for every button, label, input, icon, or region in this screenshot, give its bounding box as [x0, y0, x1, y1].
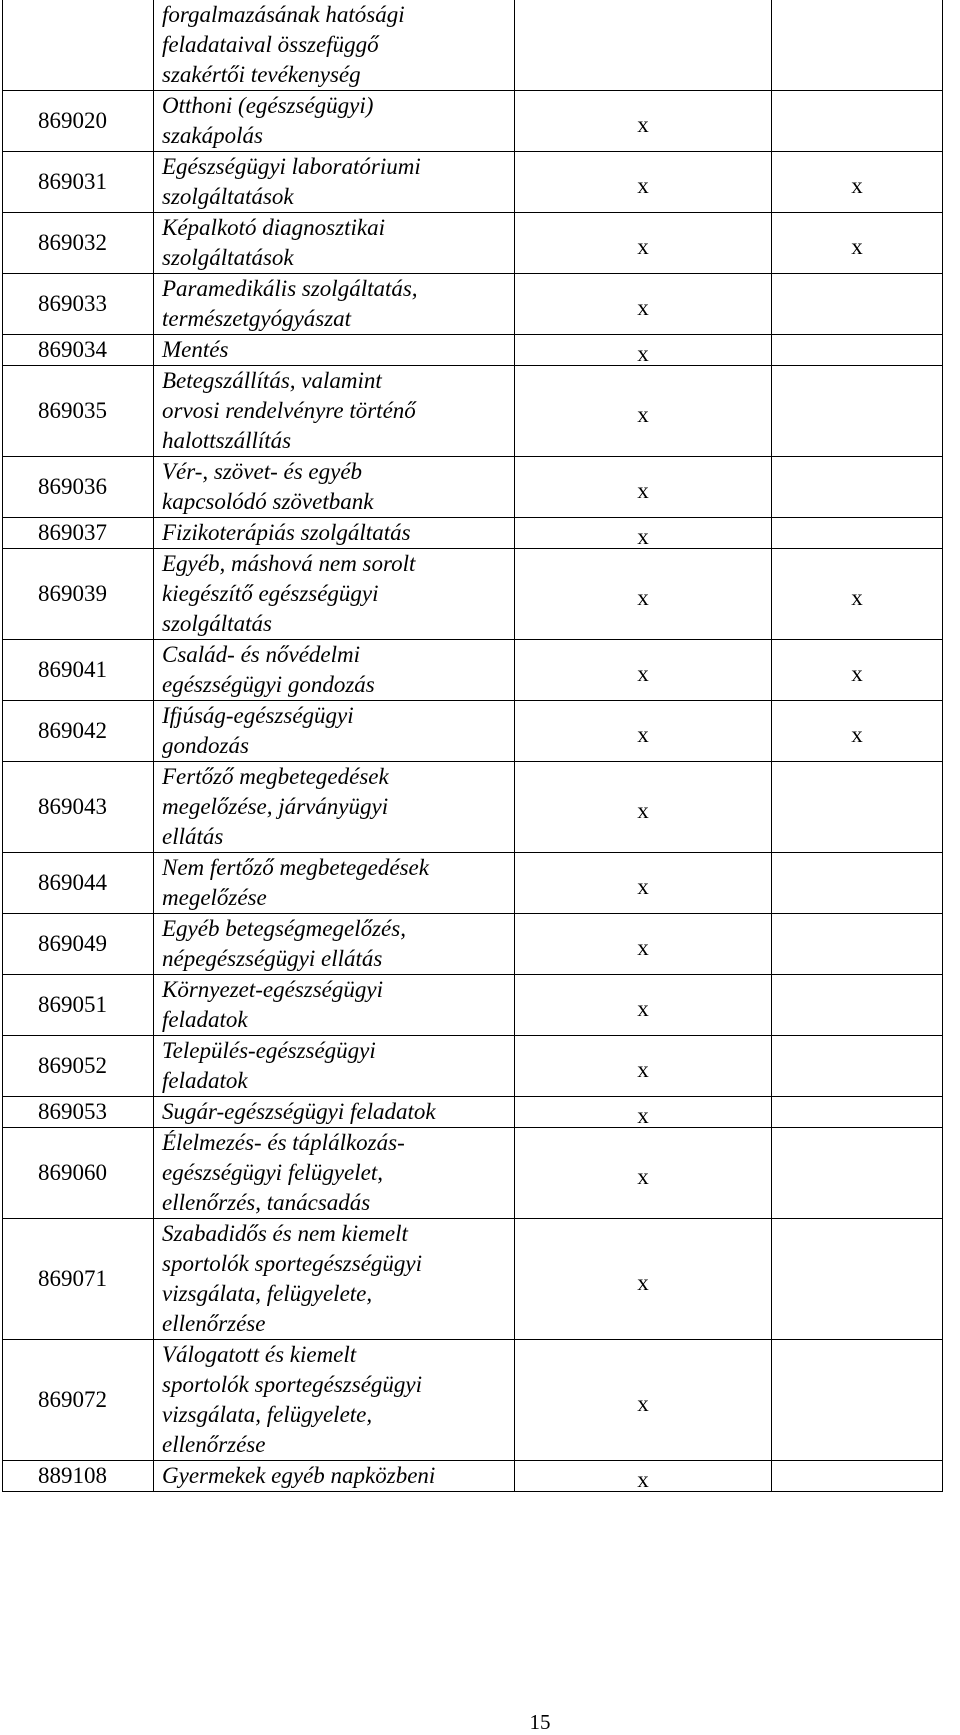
table-row — [3, 1097, 943, 1128]
description-line: Szabadidős és nem kiemelt — [162, 1221, 408, 1246]
row-code: 869053 — [3, 1097, 154, 1128]
mark-column-1 — [515, 975, 772, 1036]
activity-table — [2, 0, 943, 1492]
mark-column-2 — [772, 914, 943, 975]
row-description — [154, 1097, 515, 1128]
table-row — [3, 1036, 943, 1097]
x-mark: x — [637, 996, 649, 1021]
mark-column-2 — [772, 975, 943, 1036]
row-code: 869052 — [3, 1036, 154, 1097]
x-mark: x — [637, 661, 649, 686]
description-line: természetgyógyászat — [162, 306, 352, 331]
x-mark: x — [851, 173, 863, 198]
description-line: népegészségügyi ellátás — [162, 946, 383, 971]
mark-column-2 — [772, 1036, 943, 1097]
description-line: szolgáltatások — [162, 245, 294, 270]
description-line: Egészségügyi laboratóriumi — [162, 154, 421, 179]
description-line: sportolók sportegészségügyi — [162, 1251, 423, 1276]
row-description — [154, 457, 515, 518]
description-line: sportolók sportegészségügyi — [162, 1372, 423, 1397]
row-code: 869034 — [3, 335, 154, 366]
table-row — [3, 457, 943, 518]
row-description — [154, 0, 515, 91]
row-code: 869035 — [3, 366, 154, 457]
description-line: ellenőrzés, tanácsadás — [162, 1190, 371, 1215]
x-mark: x — [637, 1164, 649, 1189]
x-mark: x — [637, 1103, 649, 1128]
description-line: szolgáltatás — [162, 611, 272, 636]
description-line: Fizikoterápiás szolgáltatás — [162, 520, 411, 545]
description-line: forgalmazásának hatósági — [162, 2, 405, 27]
row-code: 869049 — [3, 914, 154, 975]
description-line: feladatok — [162, 1007, 248, 1032]
description-line: Település-egészségügyi — [162, 1038, 376, 1063]
row-description — [154, 91, 515, 152]
table-row — [3, 549, 943, 640]
x-mark: x — [851, 661, 863, 686]
x-mark: x — [851, 585, 863, 610]
x-mark: x — [637, 874, 649, 899]
mark-column-2 — [772, 0, 943, 91]
description-line: vizsgálata, felügyelete, — [162, 1281, 373, 1306]
description-line: Ifjúság-egészségügyi — [162, 703, 354, 728]
row-description — [154, 853, 515, 914]
description-line: szakértői tevékenység — [162, 62, 361, 87]
table-row — [3, 1128, 943, 1219]
x-mark: x — [637, 1057, 649, 1082]
description-line: feladatok — [162, 1068, 248, 1093]
row-description — [154, 1461, 515, 1492]
description-line: Mentés — [162, 337, 229, 362]
row-code: 869072 — [3, 1340, 154, 1461]
table-row — [3, 914, 943, 975]
row-code: 869036 — [3, 457, 154, 518]
mark-column-1 — [515, 213, 772, 274]
description-line: Betegszállítás, valamint — [162, 368, 382, 393]
row-description — [154, 152, 515, 213]
mark-column-1 — [515, 762, 772, 853]
x-mark: x — [637, 1391, 649, 1416]
mark-column-2 — [772, 549, 943, 640]
mark-column-2 — [772, 1219, 943, 1340]
table-row — [3, 762, 943, 853]
row-code: 869060 — [3, 1128, 154, 1219]
description-line: szolgáltatások — [162, 184, 294, 209]
description-line: ellátás — [162, 824, 224, 849]
description-line: Gyermekek egyéb napközbeni — [162, 1463, 436, 1488]
description-line: Sugár-egészségügyi feladatok — [162, 1099, 436, 1124]
mark-column-2 — [772, 457, 943, 518]
x-mark: x — [637, 173, 649, 198]
mark-column-1 — [515, 274, 772, 335]
mark-column-1 — [515, 914, 772, 975]
description-line: megelőzése — [162, 885, 267, 910]
x-mark: x — [851, 234, 863, 259]
table-row — [3, 701, 943, 762]
mark-column-2 — [772, 91, 943, 152]
row-code: 869031 — [3, 152, 154, 213]
mark-column-1 — [515, 335, 772, 366]
mark-column-1 — [515, 1036, 772, 1097]
row-description — [154, 762, 515, 853]
description-line: halottszállítás — [162, 428, 292, 453]
description-line: Nem fertőző megbetegedések — [162, 855, 429, 880]
row-code: 869032 — [3, 213, 154, 274]
row-code: 869033 — [3, 274, 154, 335]
row-description — [154, 640, 515, 701]
mark-column-2 — [772, 640, 943, 701]
description-line: Képalkotó diagnosztikai — [162, 215, 385, 240]
mark-column-2 — [772, 366, 943, 457]
mark-column-2 — [772, 1461, 943, 1492]
table-row — [3, 0, 943, 91]
table-row — [3, 975, 943, 1036]
table-row — [3, 518, 943, 549]
row-description — [154, 1036, 515, 1097]
mark-column-1 — [515, 366, 772, 457]
mark-column-1 — [515, 853, 772, 914]
mark-column-1 — [515, 1219, 772, 1340]
row-description — [154, 335, 515, 366]
x-mark: x — [637, 341, 649, 366]
row-description — [154, 1128, 515, 1219]
mark-column-1 — [515, 640, 772, 701]
mark-column-1 — [515, 1461, 772, 1492]
description-line: vizsgálata, felügyelete, — [162, 1402, 373, 1427]
row-description — [154, 213, 515, 274]
row-code: 869037 — [3, 518, 154, 549]
description-line: orvosi rendelvényre történő — [162, 398, 416, 423]
mark-column-1 — [515, 1128, 772, 1219]
table-body — [3, 0, 943, 1492]
description-line: Fertőző megbetegedések — [162, 764, 389, 789]
description-line: Válogatott és kiemelt — [162, 1342, 357, 1367]
x-mark: x — [851, 722, 863, 747]
table-row — [3, 640, 943, 701]
x-mark: x — [637, 234, 649, 259]
x-mark: x — [637, 722, 649, 747]
description-line: Család- és nővédelmi — [162, 642, 361, 667]
mark-column-2 — [772, 853, 943, 914]
table-row — [3, 1340, 943, 1461]
mark-column-2 — [772, 335, 943, 366]
table-row — [3, 1461, 943, 1492]
x-mark: x — [637, 1270, 649, 1295]
mark-column-1 — [515, 1340, 772, 1461]
table-row — [3, 213, 943, 274]
description-line: Környezet-egészségügyi — [162, 977, 383, 1002]
x-mark: x — [637, 585, 649, 610]
x-mark: x — [637, 935, 649, 960]
x-mark: x — [637, 798, 649, 823]
row-description — [154, 549, 515, 640]
table-row — [3, 366, 943, 457]
description-line: ellenőrzése — [162, 1432, 266, 1457]
table-row — [3, 152, 943, 213]
table-row — [3, 853, 943, 914]
row-description — [154, 518, 515, 549]
mark-column-1 — [515, 518, 772, 549]
row-code: 869042 — [3, 701, 154, 762]
description-line: kiegészítő egészségügyi — [162, 581, 379, 606]
row-code: 869039 — [3, 549, 154, 640]
x-mark: x — [637, 402, 649, 427]
row-description — [154, 1340, 515, 1461]
x-mark: x — [637, 1467, 649, 1492]
mark-column-2 — [772, 1128, 943, 1219]
description-line: Otthoni (egészségügyi) — [162, 93, 374, 118]
row-code: 869041 — [3, 640, 154, 701]
description-line: megelőzése, járványügyi — [162, 794, 389, 819]
x-mark: x — [637, 478, 649, 503]
mark-column-2 — [772, 762, 943, 853]
mark-column-2 — [772, 1097, 943, 1128]
mark-column-1 — [515, 0, 772, 91]
mark-column-1 — [515, 549, 772, 640]
row-description — [154, 366, 515, 457]
row-code: 889108 — [3, 1461, 154, 1492]
description-line: szakápolás — [162, 123, 263, 148]
row-description — [154, 914, 515, 975]
description-line: ellenőrzése — [162, 1311, 266, 1336]
page-number: 15 — [529, 1710, 551, 1734]
description-line: Paramedikális szolgáltatás, — [162, 276, 418, 301]
row-description — [154, 975, 515, 1036]
description-line: gondozás — [162, 733, 249, 758]
description-line: feladataival összefüggő — [162, 32, 379, 57]
mark-column-1 — [515, 91, 772, 152]
x-mark: x — [637, 295, 649, 320]
mark-column-1 — [515, 152, 772, 213]
description-line: egészségügyi felügyelet, — [162, 1160, 383, 1185]
row-code — [3, 0, 154, 91]
description-line: Vér-, szövet- és egyéb — [162, 459, 363, 484]
x-mark: x — [637, 112, 649, 137]
row-code: 869071 — [3, 1219, 154, 1340]
mark-column-1 — [515, 457, 772, 518]
table-row — [3, 335, 943, 366]
description-line: Egyéb, máshová nem sorolt — [162, 551, 416, 576]
row-description — [154, 701, 515, 762]
description-line: Élelmezés- és táplálkozás- — [162, 1130, 405, 1155]
table-row — [3, 91, 943, 152]
mark-column-2 — [772, 518, 943, 549]
mark-column-2 — [772, 701, 943, 762]
description-line: Egyéb betegségmegelőzés, — [162, 916, 406, 941]
row-code: 869044 — [3, 853, 154, 914]
mark-column-2 — [772, 152, 943, 213]
row-description — [154, 1219, 515, 1340]
table-row — [3, 274, 943, 335]
row-code: 869020 — [3, 91, 154, 152]
table-row — [3, 1219, 943, 1340]
mark-column-2 — [772, 213, 943, 274]
row-description — [154, 274, 515, 335]
mark-column-1 — [515, 1097, 772, 1128]
description-line: egészségügyi gondozás — [162, 672, 375, 697]
x-mark: x — [637, 524, 649, 549]
row-code: 869051 — [3, 975, 154, 1036]
mark-column-1 — [515, 701, 772, 762]
row-code: 869043 — [3, 762, 154, 853]
mark-column-2 — [772, 274, 943, 335]
mark-column-2 — [772, 1340, 943, 1461]
description-line: kapcsolódó szövetbank — [162, 489, 374, 514]
